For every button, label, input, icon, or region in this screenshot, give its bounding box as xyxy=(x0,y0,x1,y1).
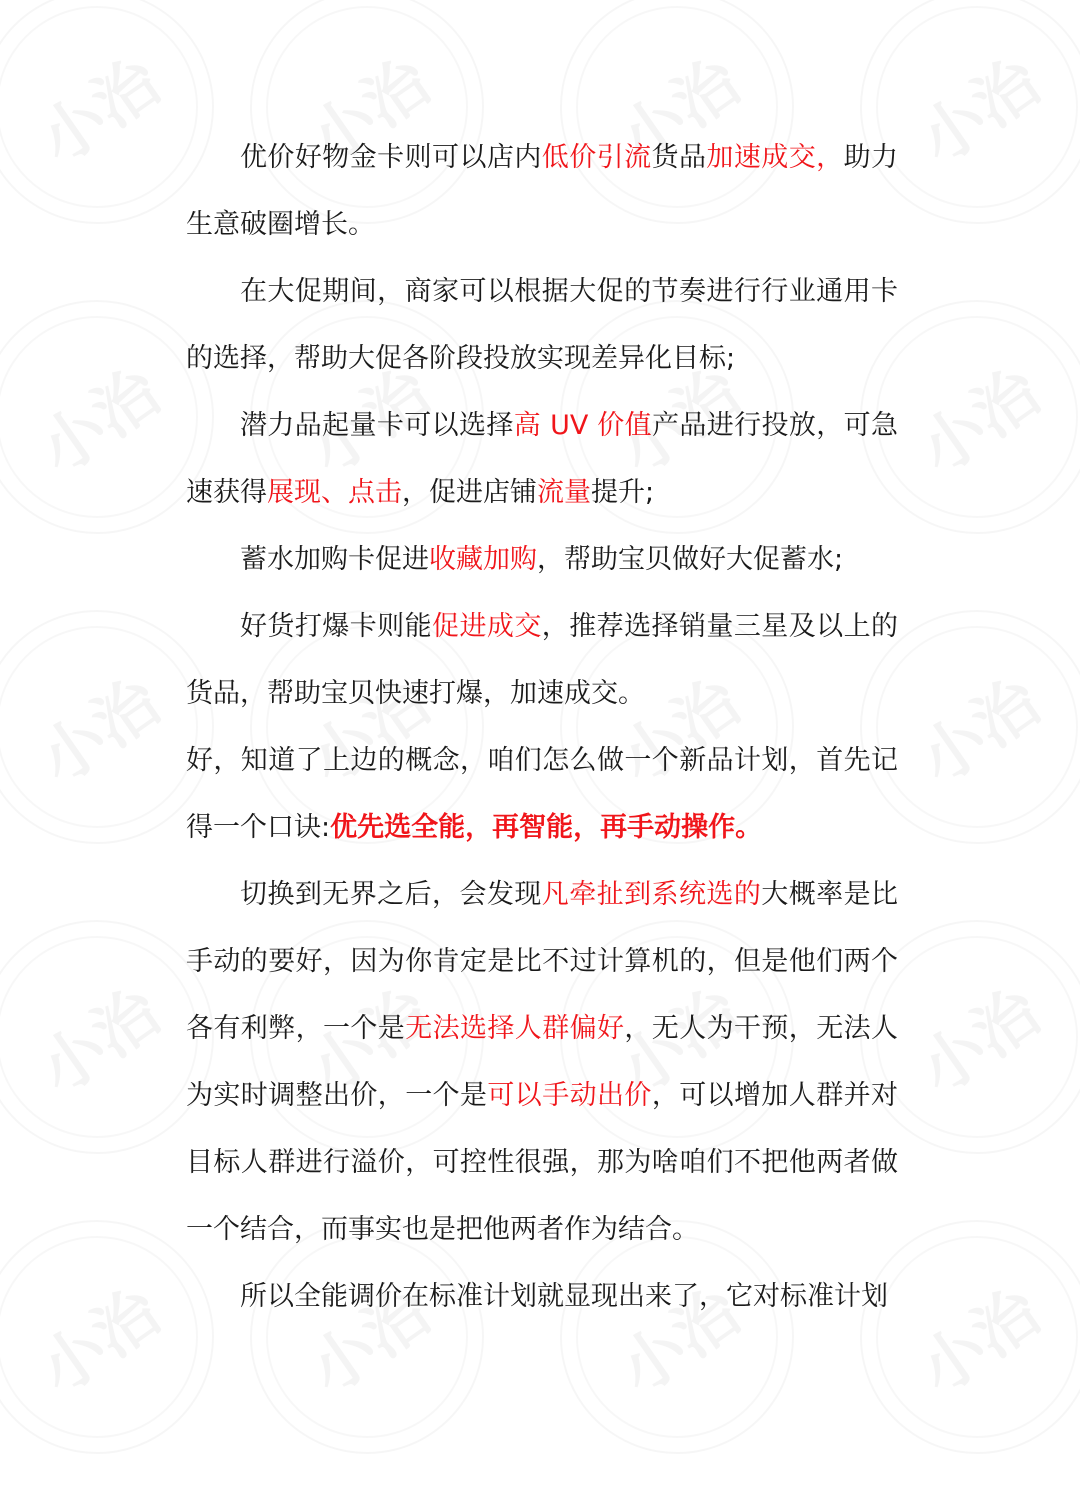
text-segment: ，帮助宝贝做好大促蓄水; xyxy=(537,544,844,575)
text-segment: 好，知道了上边的概念，咱们怎么做一个新品计划，首先记得一个口诀: xyxy=(186,745,898,843)
text-segment: 切换到无界之后，会发现 xyxy=(240,879,542,910)
text-segment: ，推荐选择销量三星及以上的货品，帮助宝贝快速打爆，加速成交。 xyxy=(186,611,899,709)
text-segment: 好货打爆卡则能 xyxy=(240,611,433,642)
paragraph xyxy=(186,124,898,258)
highlight-text: 优先选全能，再智能，再手动操作。 xyxy=(330,812,763,843)
highlight-text: 高 UV 价值 xyxy=(513,410,653,441)
text-segment: 优价好物金卡则可以店内 xyxy=(240,142,542,173)
text-segment: ，无人为干预，无法人为实时调整出价，一个是 xyxy=(186,1013,899,1111)
text-segment: ，可以增加人群并对目标人群进行溢价，可控性很强，那为啥咱们不把他两者做一个结合，而事实也是把他两者作为结合。 xyxy=(186,1080,899,1245)
paragraph xyxy=(186,861,898,1263)
highlight-text: 流量 xyxy=(537,477,591,508)
paragraph xyxy=(186,526,898,593)
paragraph xyxy=(186,593,898,727)
article-body xyxy=(186,124,898,1330)
paragraph xyxy=(186,1263,898,1330)
text-segment: 货品 xyxy=(651,142,707,173)
paragraph xyxy=(186,258,898,392)
highlight-text: 加速成交， xyxy=(706,142,844,173)
text-segment: 产品进行投放，可急速获得 xyxy=(186,410,899,508)
text-segment: 提升; xyxy=(591,477,655,508)
text-segment: 所以全能调价在标准计划就显现出来了，它对标准计划 xyxy=(240,1281,888,1312)
text-segment: 蓄水加购卡促进 xyxy=(240,544,429,575)
highlight-text: 可以手动出价 xyxy=(487,1080,652,1111)
highlight-text: 收藏加购 xyxy=(429,544,537,575)
highlight-text: 促进成交 xyxy=(432,611,542,642)
text-segment: 潜力品起量卡可以选择 xyxy=(240,410,514,441)
paragraph xyxy=(186,727,898,861)
highlight-text: 凡牵扯到系统选的 xyxy=(541,879,762,910)
paragraph xyxy=(186,392,898,526)
text-segment: 在大促期间，商家可以根据大促的节奏进行行业通用卡的选择，帮助大促各阶段投放实现差异化目标; xyxy=(186,276,898,374)
highlight-text: 无法选择人群偏好 xyxy=(405,1013,625,1044)
text-segment: 大概率是比手动的要好，因为你肯定是比不过计算机的，但是他们两个各有利弊，一个是 xyxy=(186,879,899,1044)
highlight-text: 展现、点击 xyxy=(267,477,402,508)
text-segment: 助力生意破圈增长。 xyxy=(186,142,899,240)
highlight-text: 低价引流 xyxy=(541,142,652,173)
text-segment: ，促进店铺 xyxy=(402,477,537,508)
